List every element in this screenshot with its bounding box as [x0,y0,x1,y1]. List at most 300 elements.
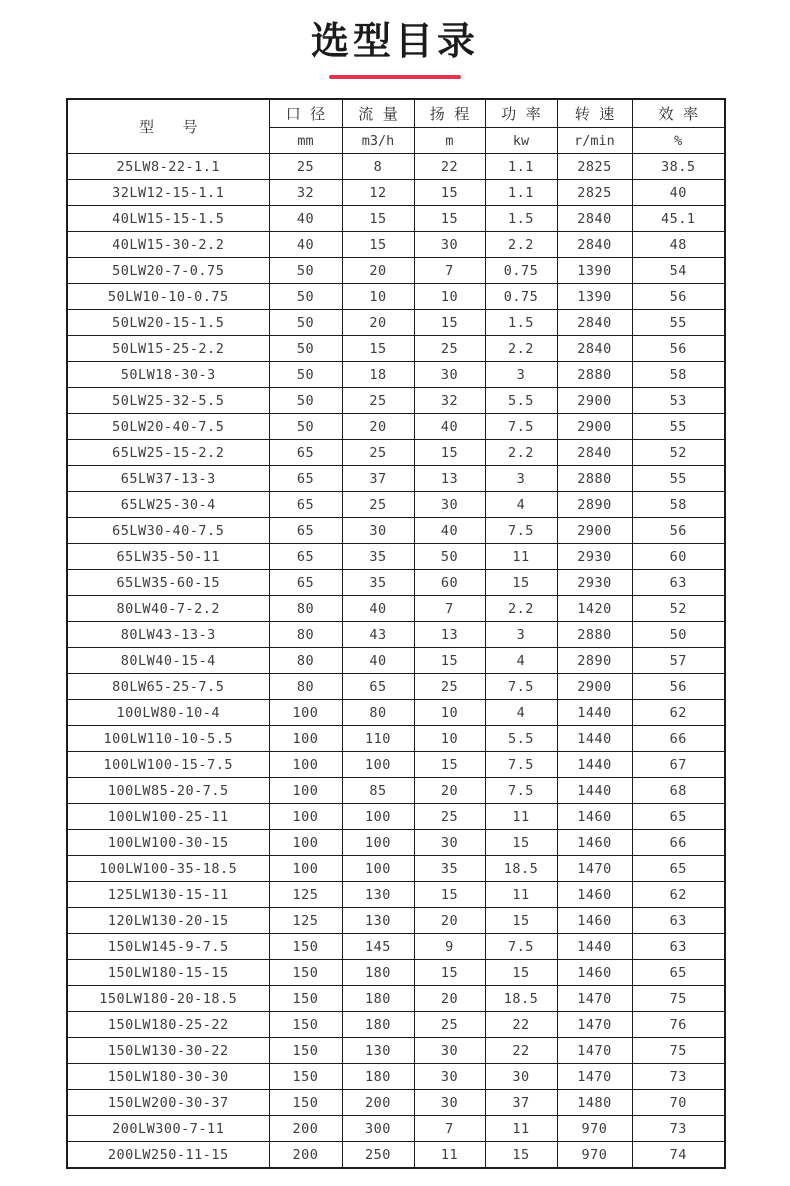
cell-power: 5.5 [485,388,557,414]
cell-model: 50LW25-32-5.5 [67,388,269,414]
cell-speed: 2825 [557,180,632,206]
cell-efficiency: 58 [632,362,725,388]
cell-head: 15 [414,648,485,674]
cell-speed: 1460 [557,960,632,986]
cell-flow: 100 [342,856,414,882]
table-row [67,674,725,700]
cell-model: 50LW15-25-2.2 [67,336,269,362]
cell-power: 11 [485,882,557,908]
table-row [67,206,725,232]
cell-diameter: 65 [269,466,342,492]
cell-efficiency: 62 [632,700,725,726]
cell-speed: 1460 [557,908,632,934]
cell-flow: 100 [342,830,414,856]
cell-diameter: 150 [269,1064,342,1090]
cell-efficiency: 66 [632,726,725,752]
cell-efficiency: 55 [632,466,725,492]
cell-flow: 145 [342,934,414,960]
cell-model: 50LW10-10-0.75 [67,284,269,310]
cell-head: 50 [414,544,485,570]
cell-model: 65LW30-40-7.5 [67,518,269,544]
cell-efficiency: 65 [632,856,725,882]
cell-speed: 2900 [557,674,632,700]
cell-speed: 2930 [557,544,632,570]
cell-head: 30 [414,1090,485,1116]
cell-head: 10 [414,284,485,310]
cell-diameter: 80 [269,622,342,648]
cell-flow: 130 [342,908,414,934]
cell-speed: 1460 [557,804,632,830]
cell-speed: 2840 [557,440,632,466]
cell-head: 11 [414,1142,485,1169]
cell-diameter: 100 [269,778,342,804]
table-row [67,310,725,336]
column-header-unit-power: kw [485,128,557,154]
cell-speed: 2840 [557,232,632,258]
cell-speed: 2900 [557,388,632,414]
cell-speed: 1390 [557,258,632,284]
cell-power: 3 [485,622,557,648]
cell-power: 3 [485,466,557,492]
table-row [67,752,725,778]
cell-efficiency: 63 [632,908,725,934]
table-row [67,1116,725,1142]
table-row [67,778,725,804]
cell-head: 25 [414,1012,485,1038]
cell-diameter: 40 [269,206,342,232]
cell-power: 1.5 [485,310,557,336]
table-row [67,726,725,752]
cell-flow: 35 [342,570,414,596]
cell-model: 32LW12-15-1.1 [67,180,269,206]
cell-model: 100LW80-10-4 [67,700,269,726]
cell-power: 5.5 [485,726,557,752]
cell-efficiency: 74 [632,1142,725,1169]
cell-power: 11 [485,1116,557,1142]
cell-power: 7.5 [485,518,557,544]
cell-head: 13 [414,622,485,648]
cell-speed: 1460 [557,830,632,856]
cell-efficiency: 58 [632,492,725,518]
table-row [67,362,725,388]
cell-power: 22 [485,1038,557,1064]
table-row [67,700,725,726]
cell-flow: 80 [342,700,414,726]
cell-efficiency: 57 [632,648,725,674]
cell-head: 25 [414,804,485,830]
cell-diameter: 50 [269,310,342,336]
cell-diameter: 32 [269,180,342,206]
cell-model: 200LW250-11-15 [67,1142,269,1169]
cell-speed: 970 [557,1142,632,1169]
cell-head: 35 [414,856,485,882]
cell-speed: 2900 [557,414,632,440]
cell-head: 22 [414,154,485,180]
cell-model: 150LW180-15-15 [67,960,269,986]
selection-table [66,98,726,1169]
cell-flow: 18 [342,362,414,388]
table-row [67,518,725,544]
cell-head: 30 [414,1038,485,1064]
table-row [67,336,725,362]
table-row [67,622,725,648]
column-header-label-speed: 转 速 [557,99,632,128]
cell-power: 22 [485,1012,557,1038]
cell-speed: 1440 [557,934,632,960]
cell-power: 15 [485,1142,557,1169]
table-row [67,908,725,934]
cell-model: 100LW100-25-11 [67,804,269,830]
cell-model: 100LW110-10-5.5 [67,726,269,752]
table-row [67,960,725,986]
cell-diameter: 50 [269,414,342,440]
cell-power: 1.5 [485,206,557,232]
cell-flow: 15 [342,206,414,232]
cell-flow: 20 [342,414,414,440]
cell-flow: 25 [342,388,414,414]
cell-head: 15 [414,960,485,986]
cell-efficiency: 60 [632,544,725,570]
table-row [67,1142,725,1169]
table-row [67,1090,725,1116]
cell-model: 50LW20-40-7.5 [67,414,269,440]
table-row [67,492,725,518]
cell-model: 150LW180-30-30 [67,1064,269,1090]
cell-model: 65LW35-50-11 [67,544,269,570]
cell-head: 15 [414,206,485,232]
cell-flow: 110 [342,726,414,752]
cell-diameter: 25 [269,154,342,180]
cell-model: 40LW15-15-1.5 [67,206,269,232]
column-header-unit-flow: m3/h [342,128,414,154]
cell-efficiency: 63 [632,934,725,960]
cell-speed: 2890 [557,648,632,674]
cell-model: 125LW130-15-11 [67,882,269,908]
cell-model: 100LW100-15-7.5 [67,752,269,778]
cell-diameter: 150 [269,1090,342,1116]
cell-flow: 300 [342,1116,414,1142]
column-header-label-efficiency: 效 率 [632,99,725,128]
cell-diameter: 150 [269,934,342,960]
column-header-unit-diameter: mm [269,128,342,154]
cell-diameter: 200 [269,1116,342,1142]
cell-speed: 1470 [557,1012,632,1038]
cell-model: 50LW18-30-3 [67,362,269,388]
table-row [67,180,725,206]
cell-head: 60 [414,570,485,596]
cell-model: 100LW85-20-7.5 [67,778,269,804]
cell-flow: 85 [342,778,414,804]
cell-head: 7 [414,596,485,622]
cell-diameter: 40 [269,232,342,258]
cell-power: 2.2 [485,440,557,466]
cell-power: 15 [485,830,557,856]
cell-model: 25LW8-22-1.1 [67,154,269,180]
cell-power: 30 [485,1064,557,1090]
cell-efficiency: 52 [632,596,725,622]
cell-diameter: 65 [269,492,342,518]
column-header-unit-efficiency: % [632,128,725,154]
cell-head: 40 [414,518,485,544]
cell-flow: 40 [342,648,414,674]
cell-efficiency: 66 [632,830,725,856]
cell-speed: 2880 [557,362,632,388]
cell-head: 30 [414,830,485,856]
cell-power: 7.5 [485,778,557,804]
cell-model: 65LW25-30-4 [67,492,269,518]
cell-diameter: 125 [269,882,342,908]
cell-efficiency: 48 [632,232,725,258]
cell-flow: 15 [342,232,414,258]
cell-diameter: 65 [269,440,342,466]
cell-speed: 1420 [557,596,632,622]
table-row [67,284,725,310]
cell-diameter: 65 [269,544,342,570]
cell-speed: 1440 [557,778,632,804]
cell-speed: 1440 [557,752,632,778]
cell-model: 100LW100-35-18.5 [67,856,269,882]
cell-speed: 1470 [557,856,632,882]
cell-model: 50LW20-15-1.5 [67,310,269,336]
column-header-label-head: 扬 程 [414,99,485,128]
cell-power: 0.75 [485,284,557,310]
cell-flow: 8 [342,154,414,180]
column-header-unit-head: m [414,128,485,154]
table-row [67,1064,725,1090]
cell-head: 40 [414,414,485,440]
cell-speed: 2890 [557,492,632,518]
cell-flow: 10 [342,284,414,310]
cell-diameter: 150 [269,1012,342,1038]
cell-efficiency: 55 [632,414,725,440]
cell-efficiency: 53 [632,388,725,414]
cell-power: 1.1 [485,154,557,180]
cell-power: 2.2 [485,336,557,362]
cell-power: 18.5 [485,856,557,882]
cell-diameter: 50 [269,284,342,310]
cell-efficiency: 67 [632,752,725,778]
cell-power: 0.75 [485,258,557,284]
table-row [67,388,725,414]
cell-flow: 180 [342,1012,414,1038]
cell-flow: 250 [342,1142,414,1169]
table-row [67,1012,725,1038]
cell-flow: 130 [342,1038,414,1064]
cell-efficiency: 45.1 [632,206,725,232]
cell-efficiency: 65 [632,804,725,830]
cell-flow: 180 [342,1064,414,1090]
cell-speed: 2900 [557,518,632,544]
cell-head: 7 [414,1116,485,1142]
cell-diameter: 100 [269,856,342,882]
cell-diameter: 125 [269,908,342,934]
cell-model: 100LW100-30-15 [67,830,269,856]
cell-head: 25 [414,336,485,362]
cell-head: 32 [414,388,485,414]
cell-diameter: 100 [269,752,342,778]
cell-diameter: 50 [269,362,342,388]
cell-head: 15 [414,752,485,778]
cell-model: 150LW130-30-22 [67,1038,269,1064]
cell-flow: 15 [342,336,414,362]
cell-head: 15 [414,440,485,466]
cell-flow: 180 [342,986,414,1012]
cell-model: 80LW43-13-3 [67,622,269,648]
cell-flow: 200 [342,1090,414,1116]
cell-diameter: 150 [269,960,342,986]
table-row [67,414,725,440]
cell-model: 40LW15-30-2.2 [67,232,269,258]
cell-speed: 2840 [557,336,632,362]
cell-head: 15 [414,882,485,908]
cell-model: 65LW35-60-15 [67,570,269,596]
table-row [67,934,725,960]
cell-head: 13 [414,466,485,492]
cell-efficiency: 75 [632,1038,725,1064]
cell-model: 120LW130-20-15 [67,908,269,934]
cell-efficiency: 73 [632,1116,725,1142]
cell-efficiency: 40 [632,180,725,206]
cell-flow: 180 [342,960,414,986]
cell-head: 10 [414,700,485,726]
cell-diameter: 65 [269,570,342,596]
table-row [67,466,725,492]
cell-efficiency: 68 [632,778,725,804]
model-column-header: 型 号 [67,99,269,154]
cell-model: 65LW37-13-3 [67,466,269,492]
cell-diameter: 100 [269,804,342,830]
cell-power: 15 [485,960,557,986]
cell-flow: 130 [342,882,414,908]
cell-flow: 35 [342,544,414,570]
cell-head: 20 [414,986,485,1012]
cell-power: 7.5 [485,934,557,960]
cell-power: 7.5 [485,414,557,440]
column-header-unit-speed: r/min [557,128,632,154]
cell-model: 150LW180-20-18.5 [67,986,269,1012]
cell-efficiency: 70 [632,1090,725,1116]
cell-head: 25 [414,674,485,700]
table-row [67,570,725,596]
cell-power: 4 [485,700,557,726]
cell-head: 7 [414,258,485,284]
cell-head: 15 [414,180,485,206]
cell-efficiency: 62 [632,882,725,908]
table-row [67,882,725,908]
table-row [67,258,725,284]
cell-efficiency: 65 [632,960,725,986]
cell-speed: 1440 [557,726,632,752]
cell-model: 150LW200-30-37 [67,1090,269,1116]
cell-efficiency: 56 [632,674,725,700]
cell-flow: 20 [342,258,414,284]
table-row [67,1038,725,1064]
cell-diameter: 100 [269,830,342,856]
cell-efficiency: 52 [632,440,725,466]
cell-diameter: 100 [269,726,342,752]
table-row [67,596,725,622]
cell-power: 11 [485,804,557,830]
cell-diameter: 80 [269,674,342,700]
cell-model: 50LW20-7-0.75 [67,258,269,284]
cell-head: 30 [414,1064,485,1090]
table-row [67,804,725,830]
cell-flow: 65 [342,674,414,700]
cell-speed: 2840 [557,310,632,336]
page-title: 选型目录 [310,19,479,63]
table-row [67,544,725,570]
cell-model: 150LW180-25-22 [67,1012,269,1038]
cell-power: 2.2 [485,232,557,258]
cell-power: 1.1 [485,180,557,206]
cell-speed: 1480 [557,1090,632,1116]
cell-speed: 1440 [557,700,632,726]
column-header-label-flow: 流 量 [342,99,414,128]
cell-flow: 20 [342,310,414,336]
cell-power: 37 [485,1090,557,1116]
cell-efficiency: 56 [632,518,725,544]
cell-head: 20 [414,908,485,934]
cell-power: 15 [485,570,557,596]
cell-efficiency: 50 [632,622,725,648]
cell-flow: 37 [342,466,414,492]
cell-diameter: 80 [269,596,342,622]
cell-model: 80LW40-15-4 [67,648,269,674]
cell-model: 200LW300-7-11 [67,1116,269,1142]
table-row [67,830,725,856]
cell-diameter: 150 [269,1038,342,1064]
column-header-label-diameter: 口 径 [269,99,342,128]
cell-head: 10 [414,726,485,752]
cell-flow: 12 [342,180,414,206]
cell-efficiency: 76 [632,1012,725,1038]
cell-diameter: 65 [269,518,342,544]
cell-power: 2.2 [485,596,557,622]
cell-efficiency: 55 [632,310,725,336]
table-row [67,648,725,674]
table-body [67,154,725,1169]
cell-speed: 970 [557,1116,632,1142]
cell-speed: 2840 [557,206,632,232]
cell-efficiency: 63 [632,570,725,596]
cell-power: 7.5 [485,752,557,778]
cell-power: 15 [485,908,557,934]
table-row [67,856,725,882]
cell-efficiency: 38.5 [632,154,725,180]
cell-flow: 25 [342,440,414,466]
table-row [67,986,725,1012]
cell-diameter: 100 [269,700,342,726]
cell-model: 80LW40-7-2.2 [67,596,269,622]
cell-speed: 1470 [557,986,632,1012]
table-row [67,232,725,258]
cell-power: 3 [485,362,557,388]
title-accent-line [329,75,461,79]
cell-head: 20 [414,778,485,804]
cell-speed: 1470 [557,1064,632,1090]
cell-flow: 100 [342,752,414,778]
cell-speed: 1460 [557,882,632,908]
cell-power: 11 [485,544,557,570]
cell-speed: 2880 [557,622,632,648]
cell-power: 18.5 [485,986,557,1012]
cell-head: 9 [414,934,485,960]
cell-power: 7.5 [485,674,557,700]
cell-power: 4 [485,648,557,674]
cell-head: 15 [414,310,485,336]
cell-diameter: 50 [269,258,342,284]
cell-speed: 2825 [557,154,632,180]
